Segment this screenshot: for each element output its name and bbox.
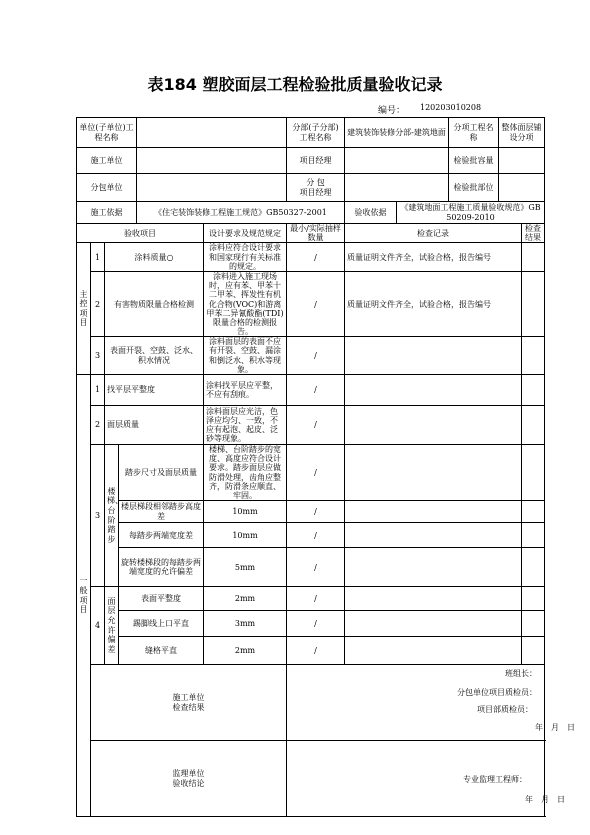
header-row-1 xyxy=(77,118,545,148)
item-spec: 2mm xyxy=(204,587,287,611)
unit-name-label: 单位(子单位)工程名称 xyxy=(77,118,137,148)
item-sample[interactable]: / xyxy=(287,637,345,665)
col-design: 设计要求及规范规定 xyxy=(204,224,287,243)
col-record: 检查记录 xyxy=(345,224,522,243)
item-result[interactable] xyxy=(522,637,545,665)
item-spec: 3mm xyxy=(204,611,287,637)
item-result[interactable] xyxy=(522,548,545,587)
item-record[interactable]: 质量证明文件齐全，试验合格，报告编号 xyxy=(345,271,522,336)
item-spec: 10mm xyxy=(204,523,287,548)
item-name: 缝格平直 xyxy=(119,637,204,665)
item-record[interactable] xyxy=(345,611,522,637)
item-spec: 10mm xyxy=(204,501,287,523)
inspection-table xyxy=(76,117,575,817)
item-record[interactable] xyxy=(345,406,522,445)
item-result[interactable] xyxy=(522,406,545,445)
general-group-label: 一般项目 xyxy=(77,375,91,817)
row-number: 3 xyxy=(91,337,105,375)
row-number: 3 xyxy=(91,445,105,587)
main-group-label: 主控项目 xyxy=(77,243,91,375)
table-row xyxy=(77,243,545,272)
item-result[interactable] xyxy=(522,271,545,336)
item-spec: 2mm xyxy=(204,637,287,665)
row-number: 2 xyxy=(91,271,105,336)
item-sample[interactable]: / xyxy=(287,501,345,523)
supervising-engineer-label: 专业监理工程师： xyxy=(463,775,527,785)
table-row xyxy=(77,375,545,406)
item-name: 踢脚线上口平直 xyxy=(119,611,204,637)
item-result[interactable] xyxy=(522,375,545,406)
item-spec: 涂料找平层应平整，不应有刮痕。 xyxy=(204,375,287,406)
construction-result-label: 施工单位 检查结果 xyxy=(91,665,287,741)
team-leader-label: 班组长： xyxy=(505,669,537,679)
row-number: 1 xyxy=(91,375,105,406)
division-label: 分部(子分部)工程名称 xyxy=(287,118,345,148)
record-number-value: 120203010208 xyxy=(420,103,482,112)
col-items: 验收项目 xyxy=(77,224,204,243)
item-record[interactable] xyxy=(345,337,522,375)
header-row-3 xyxy=(77,174,545,202)
project-manager-value[interactable] xyxy=(345,148,449,174)
unit-name-value[interactable] xyxy=(137,118,287,148)
item-record[interactable] xyxy=(345,523,522,548)
basis-value[interactable]: 《住宅装饰装修工程施工规范》GB50327-2001 xyxy=(137,202,345,224)
basis-label: 施工依据 xyxy=(77,202,137,224)
table-row xyxy=(77,271,545,336)
table-row xyxy=(77,637,545,665)
acceptance-basis-value[interactable]: 《建筑地面工程施工质量验收规范》GB 50209-2010 xyxy=(397,202,545,224)
supervision-date-label: 年 月 日 xyxy=(525,795,565,805)
project-manager-label: 项目经理 xyxy=(287,148,345,174)
sub-pm-label: 分 包 项目经理 xyxy=(287,174,345,202)
item-name: 找平层平整度 xyxy=(105,375,204,406)
table-row xyxy=(77,337,545,375)
row-number: 1 xyxy=(91,243,105,272)
supervision-result-label: 监理单位 验收结论 xyxy=(91,741,287,817)
item-sample[interactable]: / xyxy=(287,337,345,375)
item-record[interactable] xyxy=(345,445,522,501)
item-sample[interactable]: / xyxy=(287,548,345,587)
batch-capacity-value[interactable] xyxy=(499,148,545,174)
item-sample[interactable]: / xyxy=(287,243,345,272)
table-row xyxy=(77,548,545,587)
item-record[interactable] xyxy=(345,501,522,523)
acceptance-basis-label: 验收依据 xyxy=(345,202,397,224)
supervision-result-row xyxy=(77,741,545,817)
row-number: 4 xyxy=(91,587,105,665)
item-sample[interactable]: / xyxy=(287,445,345,501)
col-sampling: 最小/实际抽样数量 xyxy=(287,224,345,243)
item-spec: 楼梯、台阶踏步的宽度、高度应符合设计要求。踏步面层应做防滑处理，齿角应整齐，防滑条应顺直、牢固。 xyxy=(204,445,287,501)
construction-result-signatures[interactable] xyxy=(287,665,575,741)
item-record[interactable] xyxy=(345,548,522,587)
item-name: 踏步尺寸及面层质量 xyxy=(119,445,204,501)
item-sample[interactable]: / xyxy=(287,587,345,611)
table-row xyxy=(77,445,545,501)
item-record[interactable]: 质量证明文件齐全，试验合格，报告编号 xyxy=(345,243,522,272)
item-name: 有害物质限量合格检测 xyxy=(105,271,204,336)
construction-unit-label: 施工单位 xyxy=(77,148,137,174)
table-row xyxy=(77,611,545,637)
item-name: 旋转楼梯段的每踏步两端宽度的允许偏差 xyxy=(119,548,204,587)
supervision-result-signatures[interactable] xyxy=(287,741,565,817)
batch-location-label: 检验批部位 xyxy=(449,174,499,202)
table-row xyxy=(77,587,545,611)
item-spec: 涂料面层应光洁，色泽应均匀、一致，不应有起泡、起皮、泛砂等现象。 xyxy=(204,406,287,445)
header-row-2 xyxy=(77,148,545,174)
item-sample[interactable]: / xyxy=(287,375,345,406)
item-record[interactable] xyxy=(345,375,522,406)
item-value[interactable]: 整体面层铺设分项 xyxy=(499,118,545,148)
table-row xyxy=(77,523,545,548)
item-result[interactable] xyxy=(522,337,545,375)
record-number-label: 编号： xyxy=(378,106,406,116)
division-value[interactable]: 建筑装饰装修分部-建筑地面 xyxy=(345,118,449,148)
table-row xyxy=(77,406,545,445)
item-result[interactable] xyxy=(522,523,545,548)
item-result[interactable] xyxy=(522,501,545,523)
column-header-row xyxy=(77,224,545,243)
item-name: 表面平整度 xyxy=(119,587,204,611)
construction-date-label: 年 月 日 xyxy=(535,723,575,733)
item-label: 分项工程名称 xyxy=(449,118,499,148)
sub-pm-value[interactable] xyxy=(345,174,449,202)
item-name: 每踏步两端宽度差 xyxy=(119,523,204,548)
item-spec: 涂料进入施工现场时，应有苯、甲苯十二甲苯、挥发性有机化合物(VOC)和游离甲苯二异氰酸酯(TDI)限量合格的检测报告。 xyxy=(204,271,287,336)
item-result[interactable] xyxy=(522,611,545,637)
item-spec: 涂料应符合设计要求和国家现行有关标准的规定。 xyxy=(204,243,287,272)
page-title: 表184 塑胶面层工程检验批质量验收记录 xyxy=(147,75,443,94)
item-sample[interactable]: / xyxy=(287,406,345,445)
item-spec: 5mm xyxy=(204,548,287,587)
tolerance-group-label: 面层允许偏差 xyxy=(105,587,119,665)
construction-result-row xyxy=(77,665,545,741)
item-result[interactable] xyxy=(522,445,545,501)
item-sample[interactable]: / xyxy=(287,523,345,548)
item-spec: 涂料面层的表面不应有开裂、空鼓、漏涂和倒泛水、积水等现象。 xyxy=(204,337,287,375)
col-result: 检查结果 xyxy=(522,224,545,243)
table-row xyxy=(77,501,545,523)
batch-capacity-label: 检验批容量 xyxy=(449,148,499,174)
item-name: 表面开裂、空鼓、泛水、积水情况 xyxy=(105,337,204,375)
batch-location-value[interactable] xyxy=(499,174,545,202)
inspector-label: 项目部质检员： xyxy=(477,705,533,715)
item-result[interactable] xyxy=(522,587,545,611)
item-name: 面层质量 xyxy=(105,406,204,445)
item-record[interactable] xyxy=(345,587,522,611)
subcontractor-label: 分包单位 xyxy=(77,174,137,202)
item-name: 楼层梯段相邻踏步高度差 xyxy=(119,501,204,523)
item-sample[interactable]: / xyxy=(287,611,345,637)
stairs-group-label: 楼梯、台阶踏步 xyxy=(105,445,119,587)
header-row-4 xyxy=(77,202,545,224)
item-record[interactable] xyxy=(345,637,522,665)
item-name: 涂料质量○ xyxy=(105,243,204,272)
row-number: 2 xyxy=(91,406,105,445)
subcontractor-value[interactable] xyxy=(137,174,287,202)
item-sample[interactable]: / xyxy=(287,271,345,336)
construction-unit-value[interactable] xyxy=(137,148,287,174)
sub-inspector-label: 分包单位项目质检员： xyxy=(457,688,537,698)
item-result[interactable] xyxy=(522,243,545,272)
